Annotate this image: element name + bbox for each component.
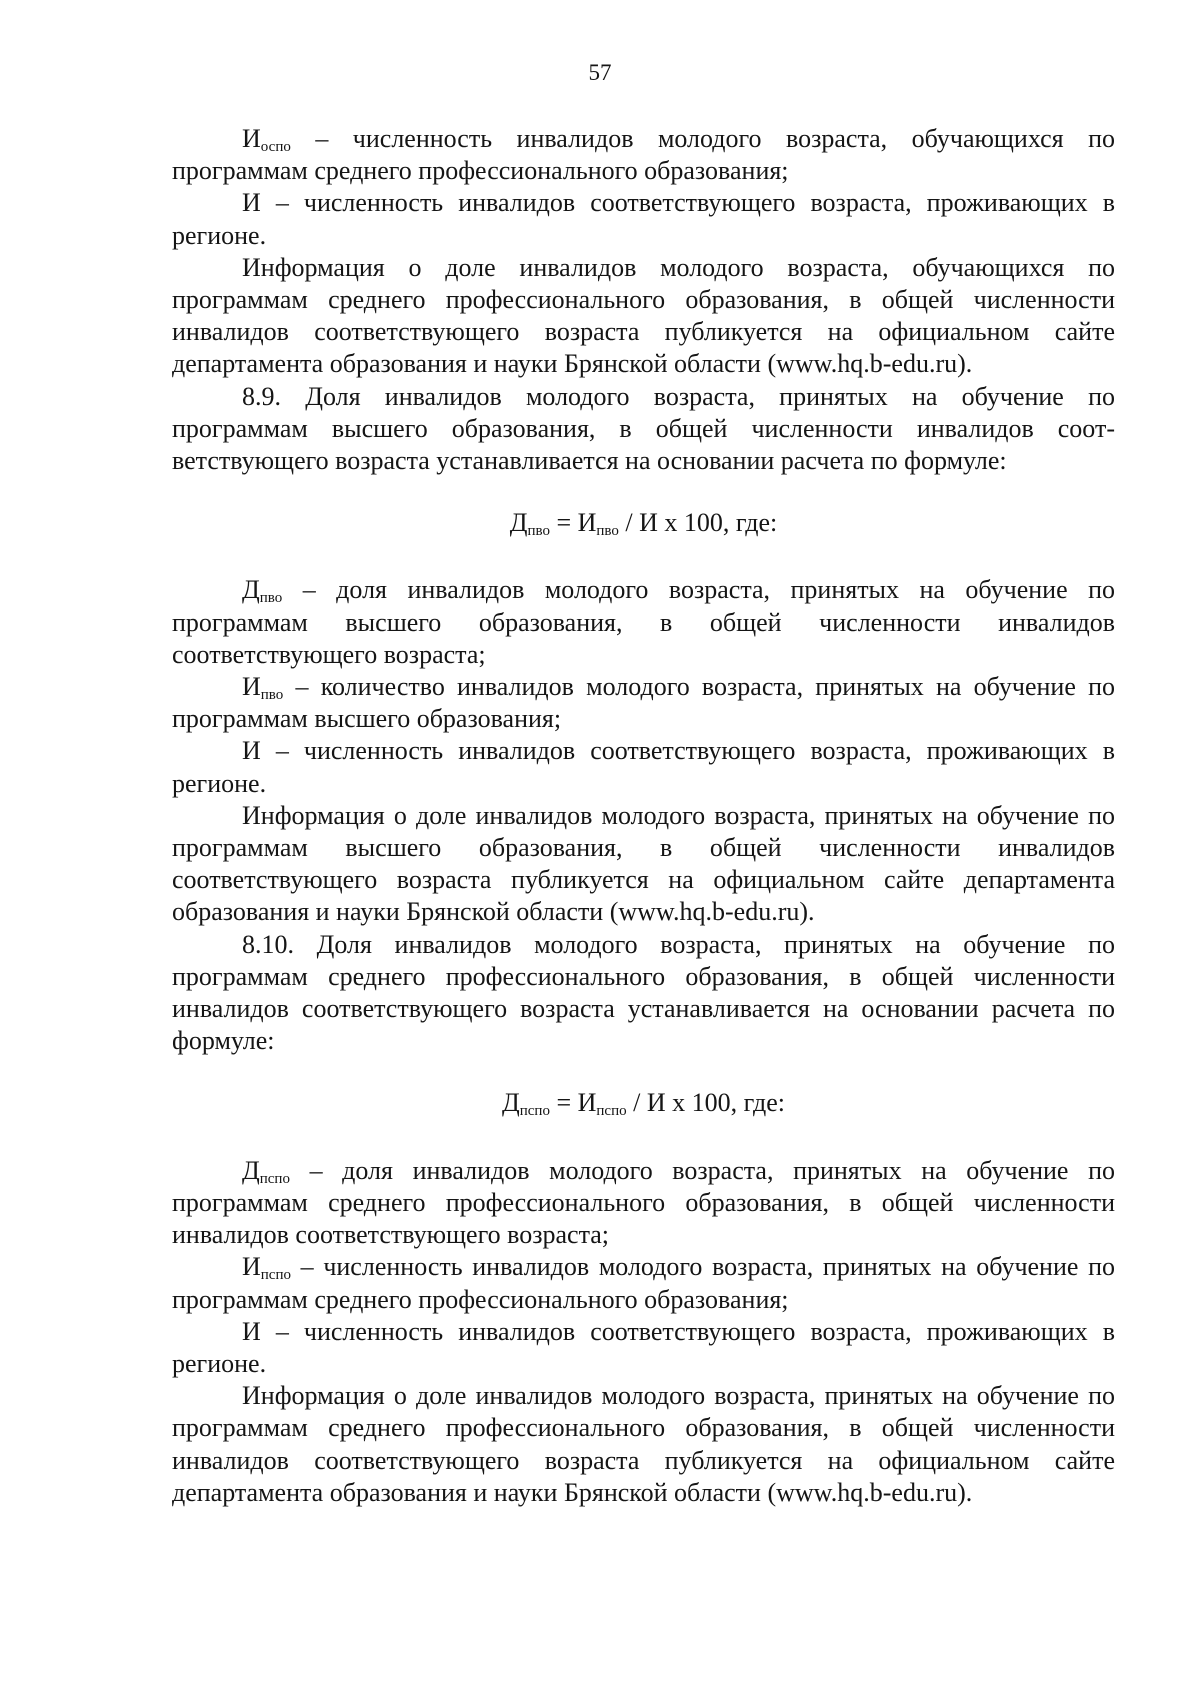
- symbol-subscript: пспо: [260, 1267, 291, 1284]
- formula-tail: / И х 100, где:: [626, 1088, 785, 1118]
- definition-i: И – численность инвалидов соответствующего возраста, проживающих в регионе.: [172, 1316, 1115, 1378]
- section-8-9: 8.9. Доля инвалидов молодого возраста, принятых на обучение по программам высшего образования, в общей численности инвалидов соответствующего возраста устанавливается на основании расчета по формуле:: [172, 381, 1115, 476]
- definition-i: И – численность инвалидов соответствующего возраста, проживающих в регионе.: [172, 188, 1115, 250]
- formula-d-pvo: [172, 477, 1115, 574]
- symbol: И: [242, 124, 261, 153]
- formula-rhs: И: [577, 1088, 597, 1118]
- symbol-subscript: пво: [259, 590, 283, 607]
- definition-text: – численность инвалидов молодого возраста, принятых на обучение по программам среднего профессионального образования;: [172, 1252, 1115, 1314]
- definition-i-pvo: [172, 671, 1115, 735]
- definition-i-pspo: [172, 1251, 1115, 1315]
- definition-d-pspo: [172, 1155, 1115, 1252]
- symbol-subscript: пво: [260, 687, 284, 704]
- symbol: И: [242, 672, 261, 702]
- definition-text: – количество инвалидов молодого возраста, принятых на обучение по программам высшего образования;: [172, 672, 1115, 734]
- formula-lhs: Д: [509, 508, 528, 538]
- formula-d-pspo: [172, 1057, 1115, 1154]
- symbol: Д: [242, 575, 260, 605]
- formula-lhs: Д: [501, 1088, 520, 1118]
- document-body: [172, 123, 1115, 1509]
- symbol: И: [242, 1252, 261, 1282]
- formula-rhs-subscript: пспо: [596, 1103, 627, 1120]
- definition-text: – численность инвалидов молодого возраста, обучающихся по программам среднего профессионального образования;: [172, 124, 1115, 186]
- section-8-10: 8.10. Доля инвалидов молодого возраста, принятых на обучение по программам среднего профессионального образования, в общей численности инвалидов соответствующего возраста устанавливается на основании расчета по формуле:: [172, 929, 1115, 1056]
- page-number: 57: [588, 60, 612, 85]
- definition-text: – доля инвалидов молодого возраста, принятых на обучение по программам высшего образования, в общей численности инвалидов соответствующего возраста;: [172, 575, 1115, 669]
- formula-equals: =: [549, 1088, 578, 1118]
- definition-i: И – численность инвалидов соответствующего возраста, проживающих в регионе.: [172, 736, 1115, 798]
- formula-lhs-subscript: пспо: [519, 1103, 550, 1120]
- definition-text: – доля инвалидов молодого возраста, принятых на обучение по программам среднего профессионального образования, в общей численности инвалидов соответствующего возраста;: [172, 1155, 1115, 1250]
- info-paragraph: Информация о доле инвалидов молодого возраста, принятых на обучение по программам высшего образования, в общей численности инвалидов соответствующего возраста публикуется на официальном сайте департамента образования и науки Брянской области (www.hq.b-edu.ru).: [172, 800, 1115, 927]
- symbol-subscript: пспо: [259, 1170, 290, 1187]
- formula-lhs-subscript: пво: [527, 523, 550, 540]
- formula-rhs: И: [577, 508, 597, 538]
- info-paragraph: Информация о доле инвалидов молодого возраста, обучающихся по программам среднего профессионального образования, в общей численности инвалидов соответствующего возраста публикуется на официальном сайте департамента образования и науки Брянской области (www.hq.b-edu.ru).: [172, 252, 1115, 379]
- formula-equals: =: [549, 508, 578, 538]
- definition-d-pvo: [172, 574, 1115, 671]
- symbol: Д: [242, 1155, 260, 1185]
- formula-rhs-subscript: пво: [596, 523, 619, 540]
- info-paragraph: Информация о доле инвалидов молодого возраста, принятых на обучение по программам среднего профессионального образования, в общей численности инвалидов соответствующего возраста публикуется на официальном сайте департамента образования и науки Брянской области (www.hq.b-edu.ru).: [172, 1381, 1115, 1507]
- formula-tail: / И х 100, где:: [618, 508, 778, 538]
- symbol-subscript: оспо: [260, 139, 291, 155]
- definition-i-ospo: [172, 123, 1115, 187]
